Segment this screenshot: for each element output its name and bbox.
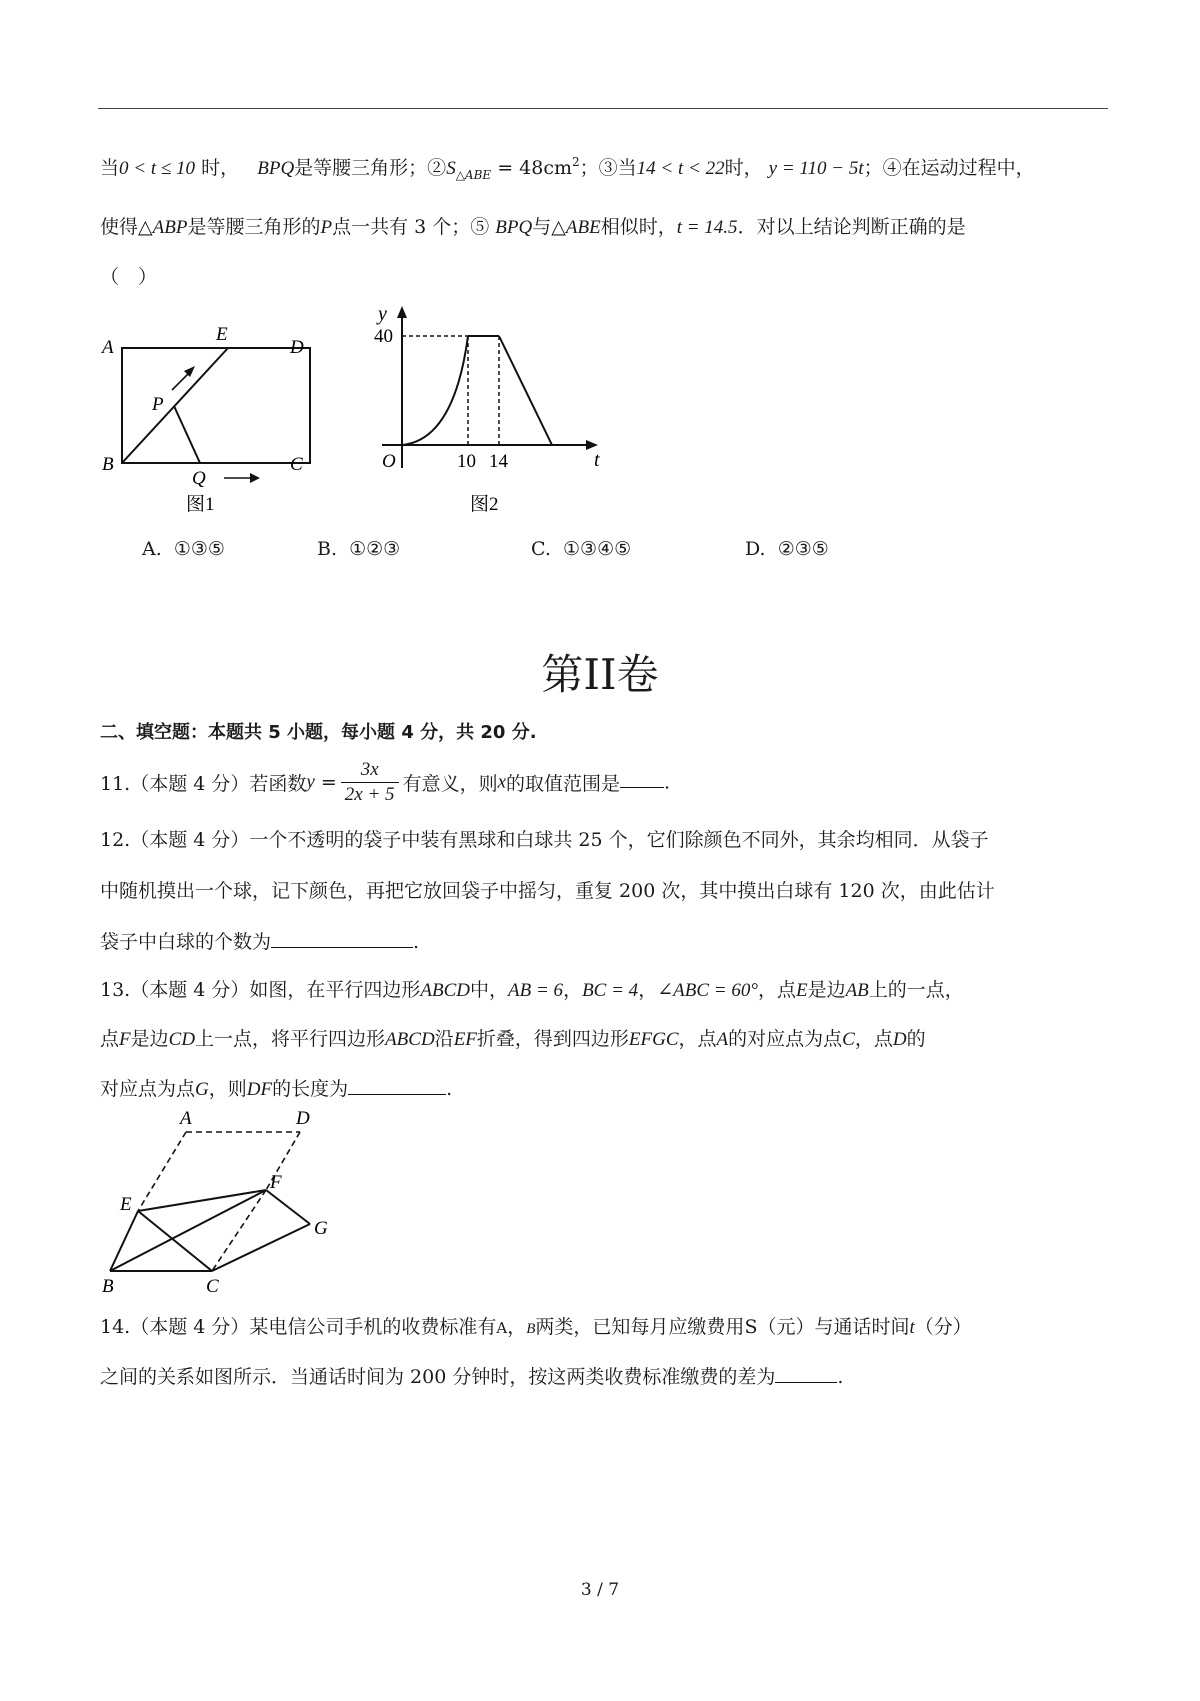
q14-line1: 14.（本题 4 分）某电信公司手机的收费标准有A，B两类，已知每月应缴费用S（元）与通话时间t（分） <box>100 1316 972 1338</box>
label-f: F <box>270 1172 282 1193</box>
label-d: D <box>290 337 304 358</box>
q14-answer-blank[interactable] <box>775 1381 837 1383</box>
q10-figure-1 <box>100 318 340 528</box>
q14-line2: 之间的关系如图所示．当通话时间为 200 分钟时，按这两类收费标准缴费的差为 . <box>100 1366 844 1388</box>
option-d[interactable]: D. ②③⑤ <box>745 538 829 560</box>
q10-line1: 当0 < t ≤ 10 时， BPQ是等腰三角形；$②S_{\triangle ABE} = 48cm^2$；③当14 < t < 22时， y = 110 − 5t；④在运动过程中， <box>100 155 1035 182</box>
tick-y-40: 40 <box>374 326 393 347</box>
q13-line3: 对应点为点G，则DF的长度为 . <box>100 1078 453 1100</box>
label-c: C <box>290 454 303 475</box>
q12-line3: 袋子中白球的个数为 . <box>100 931 420 953</box>
part-title: 第II卷 <box>541 650 659 699</box>
q10-figure-2 <box>362 300 622 528</box>
axis-label-y: y <box>378 303 387 325</box>
q11-answer-blank[interactable] <box>620 786 664 788</box>
tick-t-10: 10 <box>457 451 476 472</box>
option-a[interactable]: A. ①③⑤ <box>142 538 225 560</box>
q13-figure <box>100 1108 360 1298</box>
page-number: 3 / 7 <box>580 1580 620 1600</box>
label-a: A <box>180 1108 192 1129</box>
q13-answer-blank[interactable] <box>348 1093 446 1095</box>
q10-answer-paren: （ ） <box>100 266 158 288</box>
section-heading: 二、填空题：本题共 5 小题，每小题 4 分，共 20 分. <box>100 722 537 743</box>
header-rule <box>98 108 1108 109</box>
figure-2-caption: 图2 <box>470 494 499 515</box>
tick-t-14: 14 <box>489 451 508 472</box>
label-g: G <box>314 1218 328 1239</box>
origin-label: O <box>382 451 396 472</box>
q10-line2: 使得△ABP是等腰三角形的P点一共有 3 个；⑤ BPQ与△ABE相似时，t = 14.5．对以上结论判断正确的是 <box>100 216 966 238</box>
label-b: B <box>102 1276 114 1297</box>
label-p: P <box>152 394 164 415</box>
option-c[interactable]: C. ①③④⑤ <box>531 538 632 560</box>
arrow-q-head <box>250 473 260 483</box>
segment-eb <box>110 1211 138 1271</box>
segment-fg <box>266 1190 310 1224</box>
q12-answer-blank[interactable] <box>271 946 413 948</box>
label-d: D <box>296 1108 310 1129</box>
label-e: E <box>120 1194 132 1215</box>
rectangle-abcd <box>122 348 310 463</box>
q12-line1: 12.（本题 4 分）一个不透明的袋子中装有黑球和白球共 25 个，它们除颜色不同外，其余均相同．从袋子 <box>100 829 989 851</box>
label-a: A <box>102 337 114 358</box>
figure-1-caption: 图1 <box>186 494 215 515</box>
option-b[interactable]: B. ①②③ <box>317 538 401 560</box>
label-q: Q <box>192 468 206 489</box>
y-axis-arrow <box>397 306 407 318</box>
segment-pq <box>174 406 200 463</box>
segment-be <box>122 348 228 463</box>
q11: 11.（本题 4 分）若函数y = $\frac{3x}{2x + 5}$ 有意义，则x的取值范围是 . <box>100 759 671 805</box>
label-b: B <box>102 454 114 475</box>
segment-gc <box>212 1224 310 1271</box>
segment-ec <box>138 1211 212 1271</box>
graph-descend <box>499 336 552 445</box>
label-e: E <box>216 324 228 345</box>
q13-line1: 13.（本题 4 分）如图，在平行四边形ABCD中，AB = 6，BC = 4，∠ABC = 60°，点E是边AB上的一点， <box>100 979 964 1001</box>
dashed-ae <box>138 1132 186 1211</box>
q12-line2: 中随机摸出一个球，记下颜色，再把它放回袋子中摇匀，重复 200 次，其中摸出白球有 120 次，由此估计 <box>100 880 995 902</box>
q11-fraction: $\frac{3x}{2x + 5}$ <box>341 758 399 807</box>
label-c: C <box>206 1276 219 1297</box>
graph-curve <box>402 336 468 445</box>
q13-line2: 点F是边CD上一点，将平行四边形ABCD沿EF折叠，得到四边形EFGC，点A的对应点为点C，点D的 <box>100 1028 926 1050</box>
axis-label-t: t <box>594 449 600 471</box>
